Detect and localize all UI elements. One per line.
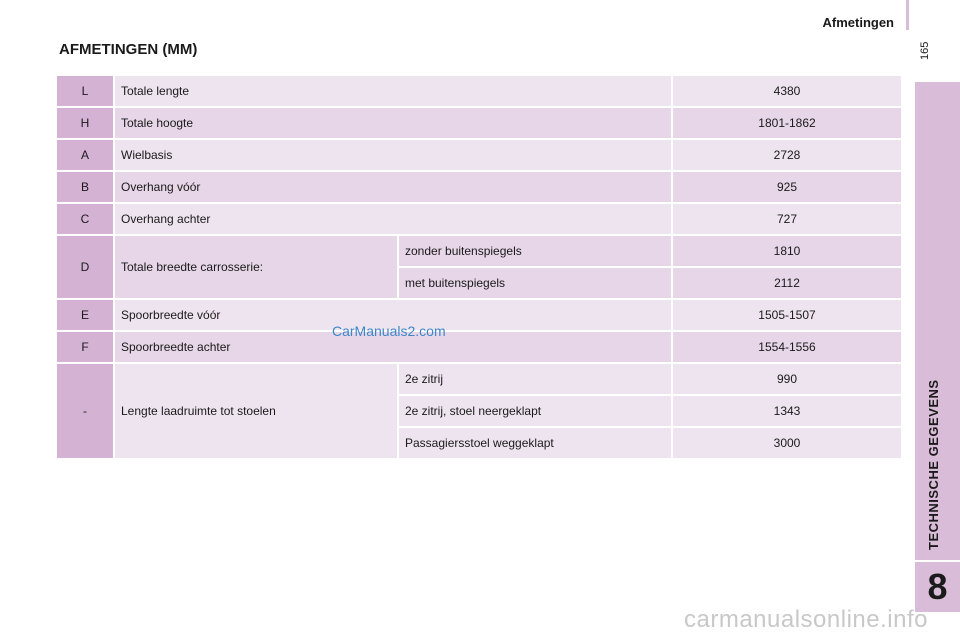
dimension-value: 2112	[673, 268, 903, 300]
table-row	[57, 204, 903, 236]
page-number: 165	[919, 41, 931, 60]
dimension-value: 1505-1507	[673, 300, 903, 332]
page-header-title: Afmetingen	[822, 15, 894, 30]
dimension-label: Wielbasis	[115, 140, 673, 172]
dimension-code: L	[57, 76, 115, 108]
table-row	[57, 140, 903, 172]
chapter-number: 8	[915, 562, 960, 612]
dimension-code: -	[57, 364, 115, 460]
header-divider	[906, 0, 909, 30]
dimension-code: C	[57, 204, 115, 236]
footer-watermark: carmanualsonline.info	[684, 606, 928, 633]
dimension-sublabel: 2e zitrij, stoel neergeklapt	[399, 396, 673, 428]
dimension-code: F	[57, 332, 115, 364]
dimension-value: 3000	[673, 428, 903, 460]
dimension-value: 1810	[673, 236, 903, 268]
section-title: AFMETINGEN (MM)	[59, 41, 198, 58]
dimension-code: H	[57, 108, 115, 140]
dimension-label: Overhang achter	[115, 204, 673, 236]
dimension-label: Totale hoogte	[115, 108, 673, 140]
dimension-code: A	[57, 140, 115, 172]
table-row	[57, 236, 903, 268]
dimension-sublabel: 2e zitrij	[399, 364, 673, 396]
dimension-label: Spoorbreedte achter	[115, 332, 673, 364]
table-row	[57, 300, 903, 332]
dimension-sublabel: Passagiersstoel weggeklapt	[399, 428, 673, 460]
dimension-label: Spoorbreedte vóór	[115, 300, 673, 332]
dimension-value: 990	[673, 364, 903, 396]
table-row	[57, 76, 903, 108]
dimension-value: 1554-1556	[673, 332, 903, 364]
dimension-code: D	[57, 236, 115, 300]
dimension-value: 2728	[673, 140, 903, 172]
dimension-value: 727	[673, 204, 903, 236]
watermark-link[interactable]: CarManuals2.com	[332, 323, 446, 339]
dimension-label: Lengte laadruimte tot stoelen	[115, 364, 399, 460]
table-row	[57, 332, 903, 364]
dimension-value: 1801-1862	[673, 108, 903, 140]
dimension-label: Totale lengte	[115, 76, 673, 108]
dimension-value: 925	[673, 172, 903, 204]
dimension-label: Overhang vóór	[115, 172, 673, 204]
chapter-side-label: TECHNISCHE GEGEVENS	[926, 379, 941, 550]
dimension-code: B	[57, 172, 115, 204]
dimension-code: E	[57, 300, 115, 332]
dimension-label: Totale breedte carrosserie:	[115, 236, 399, 300]
dimension-sublabel: zonder buitenspiegels	[399, 236, 673, 268]
dimension-sublabel: met buitenspiegels	[399, 268, 673, 300]
dimension-value: 1343	[673, 396, 903, 428]
dimension-value: 4380	[673, 76, 903, 108]
table-row	[57, 172, 903, 204]
table-row	[57, 364, 903, 396]
table-row	[57, 108, 903, 140]
dimensions-table	[57, 76, 903, 460]
